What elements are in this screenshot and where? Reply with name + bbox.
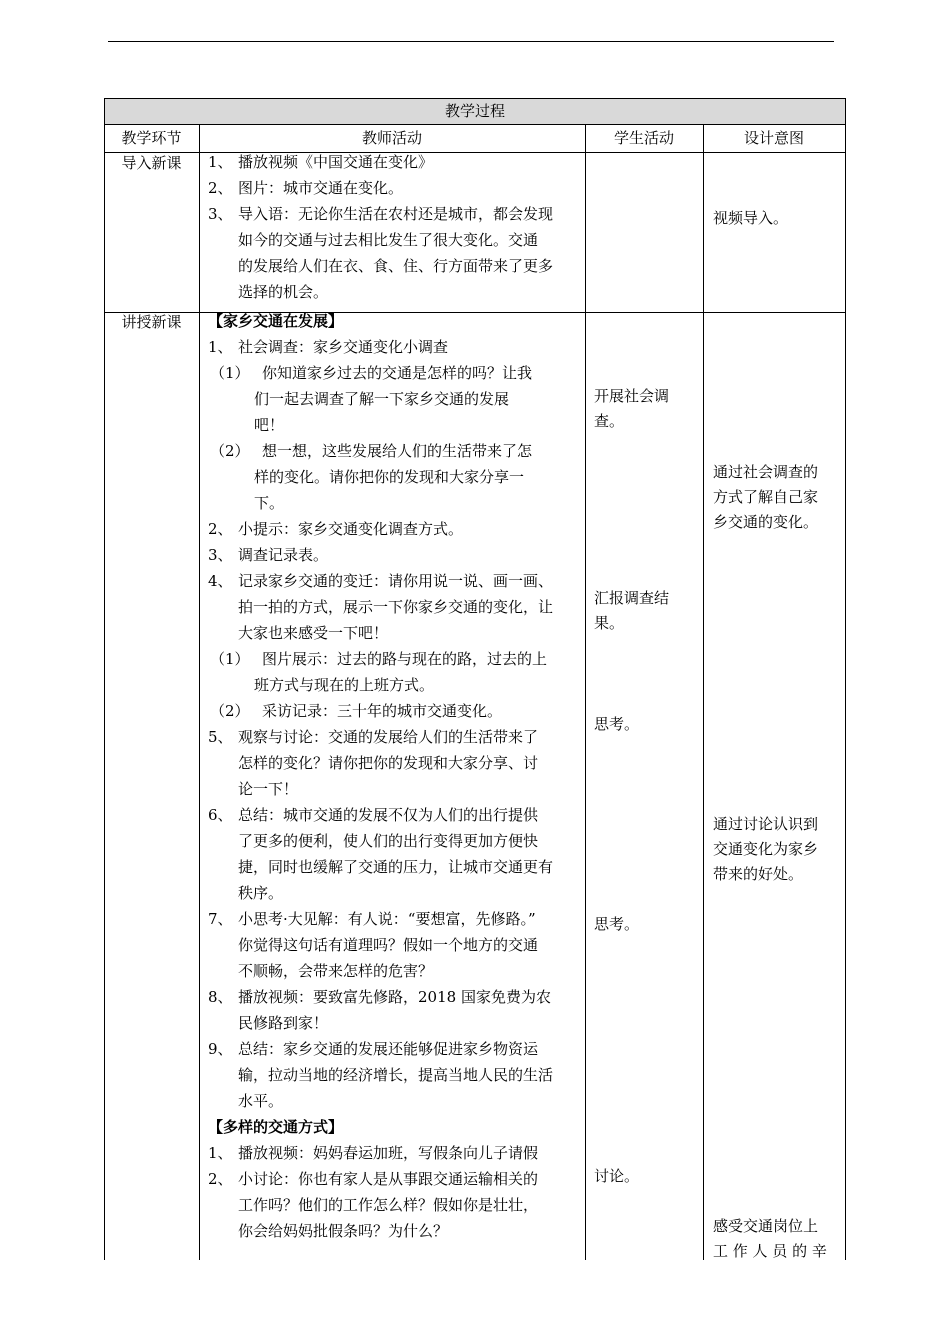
list-item-continuation: 的发展给人们在衣、食、住、行方面带来了更多 — [238, 257, 554, 275]
list-item: 4、 记录家乡交通的变迁：请你用说一说、画一画、 — [208, 572, 554, 590]
sub-item: （2） 想一想，这些发展给人们的生活带来了怎 — [210, 442, 533, 460]
sub-item: （1） 图片展示：过去的路与现在的路，过去的上 — [210, 650, 548, 668]
column-divider-3 — [703, 124, 704, 1260]
student-activity-discuss: 讨论。 — [594, 1167, 640, 1185]
list-item: 1、 社会调查：家乡交通变化小调查 — [208, 338, 449, 356]
section-title: 【家乡交通在发展】 — [208, 312, 344, 330]
column-header-student: 学生活动 — [613, 129, 674, 147]
sub-item-continuation: 班方式与现在的上班方式。 — [254, 676, 435, 694]
list-item-continuation: 捷，同时也缓解了交通的压力，让城市交通更有 — [238, 858, 554, 876]
sub-item: （2） 采访记录：三十年的城市交通变化。 — [210, 702, 503, 720]
column-divider-1 — [199, 124, 200, 1260]
list-item-continuation: 工作吗？他们的工作怎么样？假如你是壮壮， — [238, 1196, 539, 1214]
stage-intro: 导入新课 — [121, 154, 182, 172]
list-item-continuation: 水平。 — [238, 1092, 284, 1110]
table-title: 教学过程 — [444, 102, 505, 120]
header-rule — [108, 41, 834, 42]
column-header-stage: 教学环节 — [121, 129, 182, 147]
section-title: 【多样的交通方式】 — [208, 1118, 344, 1136]
list-item-continuation: 秩序。 — [238, 884, 284, 902]
list-item: 5、 观察与讨论：交通的发展给人们的生活带来了 — [208, 728, 539, 746]
design-intent-intro: 视频导入。 — [713, 209, 789, 227]
list-item: 7、 小思考·大见解：有人说：“要想富，先修路。” — [208, 910, 536, 928]
table-border-right — [845, 98, 846, 1260]
list-item-continuation: 你觉得这句话有道理吗？假如一个地方的交通 — [238, 936, 539, 954]
list-item-continuation: 选择的机会。 — [238, 283, 329, 301]
student-activity-report: 汇报调查结 果。 — [594, 589, 670, 632]
teacher-activity-intro — [208, 149, 584, 305]
sub-item: （1） 你知道家乡过去的交通是怎样的吗？让我 — [210, 364, 533, 382]
teacher-activity-new-lesson — [208, 308, 584, 1244]
list-item: 1、 播放视频《中国交通在变化》 — [208, 153, 434, 171]
list-item: 3、 导入语：无论你生活在农村还是城市，都会发现 — [208, 205, 554, 223]
table-border-left — [104, 98, 105, 1260]
stage-new-lesson: 讲授新课 — [121, 313, 182, 331]
student-activity-think-1: 思考。 — [594, 715, 640, 733]
design-intent-traffic-workers: 感受交通岗位上 工 作 人 员 的 辛 — [713, 1217, 827, 1260]
list-item-continuation: 你会给妈妈批假条吗？为什么？ — [238, 1222, 449, 1240]
sub-item-continuation: 下。 — [254, 494, 285, 512]
student-activity-survey: 开展社会调 查。 — [594, 387, 670, 430]
column-header-teacher: 教师活动 — [361, 129, 422, 147]
sub-item-continuation: 们一起去调查了解一下家乡交通的发展 — [254, 390, 510, 408]
column-divider-2 — [585, 124, 586, 1260]
design-intent-survey: 通过社会调查的 方式了解自己家 乡交通的变化。 — [713, 463, 819, 531]
list-item: 9、 总结：家乡交通的发展还能够促进家乡物资运 — [208, 1040, 539, 1058]
list-item-continuation: 论一下！ — [238, 780, 299, 798]
list-item: 1、 播放视频：妈妈春运加班，写假条向儿子请假 — [208, 1144, 539, 1162]
list-item: 2、 图片：城市交通在变化。 — [208, 179, 404, 197]
list-item-continuation: 不顺畅，会带来怎样的危害？ — [238, 962, 434, 980]
list-item-continuation: 大家也来感受一下吧！ — [238, 624, 389, 642]
sub-item-continuation: 吧！ — [254, 416, 285, 434]
design-intent-discussion: 通过讨论认识到 交通变化为家乡 带来的好处。 — [713, 815, 819, 883]
list-item: 6、 总结：城市交通的发展不仅为人们的出行提供 — [208, 806, 539, 824]
teaching-process-table — [104, 98, 846, 1260]
list-item: 3、 调查记录表。 — [208, 546, 329, 564]
list-item-continuation: 如今的交通与过去相比发生了很大变化。交通 — [238, 231, 539, 249]
list-item-continuation: 民修路到家！ — [238, 1014, 329, 1032]
list-item: 2、 小提示：家乡交通变化调查方式。 — [208, 520, 464, 538]
list-item-continuation: 了更多的便利，使人们的出行变得更加方便快 — [238, 832, 539, 850]
sub-item-continuation: 样的变化。请你把你的发现和大家分享一 — [254, 468, 525, 486]
column-header-design: 设计意图 — [743, 129, 804, 147]
list-item: 2、 小讨论：你也有家人是从事跟交通运输相关的 — [208, 1170, 539, 1188]
student-activity-think-2: 思考。 — [594, 915, 640, 933]
list-item: 8、 播放视频：要致富先修路，2018 国家免费为农 — [208, 988, 551, 1006]
list-item-continuation: 怎样的变化？请你把你的发现和大家分享、讨 — [238, 754, 539, 772]
list-item-continuation: 拍一拍的方式，展示一下你家乡交通的变化，让 — [238, 598, 554, 616]
list-item-continuation: 输，拉动当地的经济增长，提高当地人民的生活 — [238, 1066, 554, 1084]
